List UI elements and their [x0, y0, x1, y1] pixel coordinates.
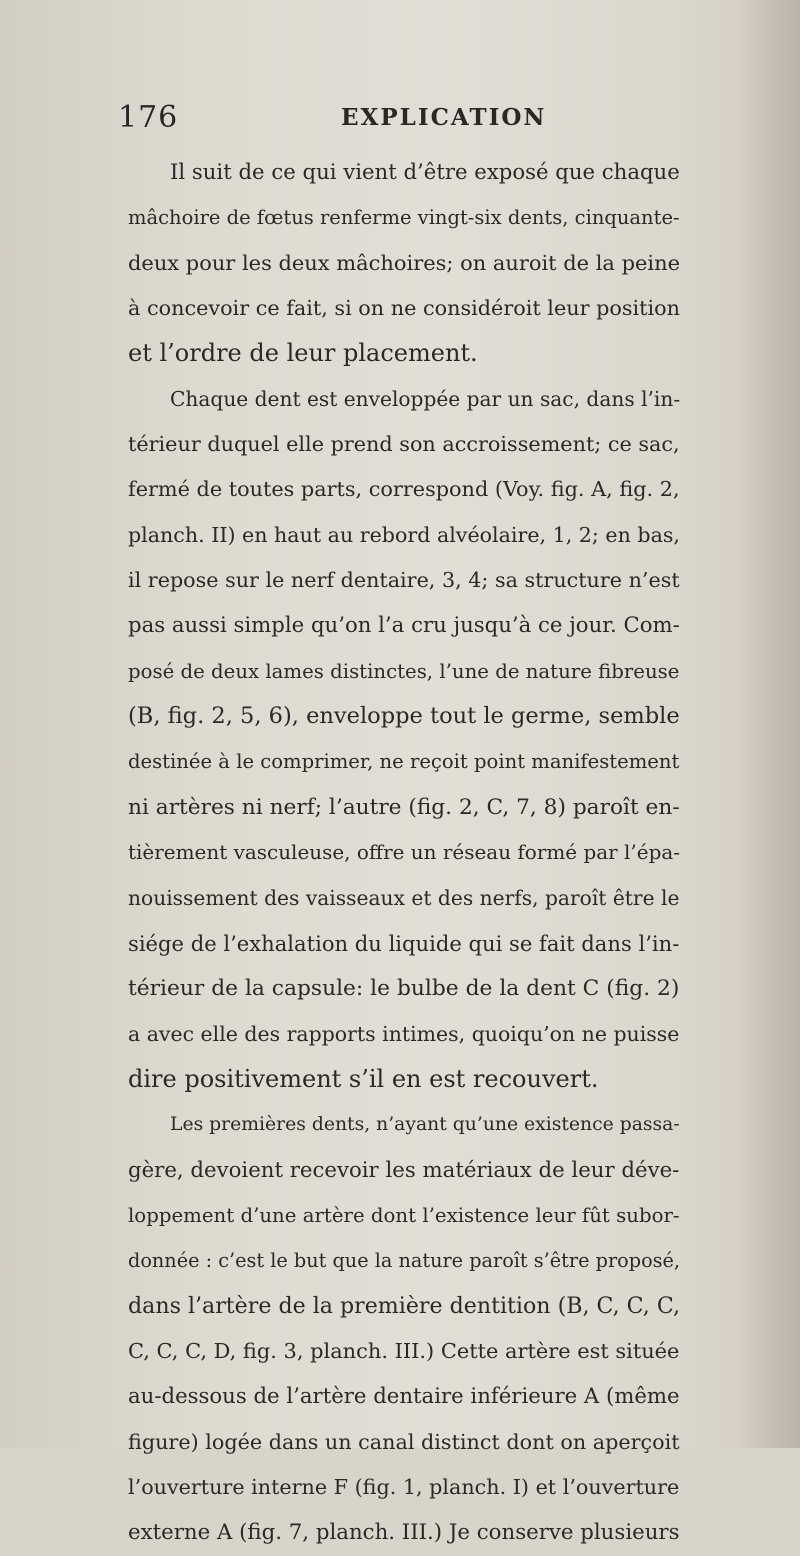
text-line: siége de l’exhalation du liquide qui se fait dans l’in- — [128, 930, 680, 956]
text-line: térieur duquel elle prend son accroissement; ce sac, — [128, 432, 680, 457]
running-title: EXPLICATION — [341, 104, 547, 131]
text-line: (B, fig. 2, 5, 6), enveloppe tout le germe, semble — [128, 703, 680, 730]
text-line: donnée : c’est le but que la nature paroît s’être proposé, — [128, 1249, 681, 1273]
text-line: deux pour les deux mâchoires; on auroit de la peine — [128, 250, 680, 275]
text-line: Les premières dents, n’ayant qu’une existence passa- — [170, 1114, 680, 1136]
text-line: ni artères ni nerf; l’autre (fig. 2, C, 7, 8) paroît en- — [128, 794, 680, 820]
text-line: térieur de la capsule: le bulbe de la dent C (fig. 2) — [128, 976, 680, 1002]
text-line: posé de deux lames distinctes, l’une de nature fibreuse — [128, 659, 680, 683]
text-line: pas aussi simple qu’on l’a cru jusqu’à ce jour. Com- — [128, 613, 680, 639]
text-line: tièrement vasculeuse, offre un réseau formé par l’épa- — [128, 840, 681, 865]
text-line: figure) logée dans un canal distinct dont on aperçoit — [128, 1429, 680, 1454]
page-header — [118, 100, 678, 144]
text-line: et l’ordre de leur placement. — [128, 339, 478, 368]
text-line: a avec elle des rapports intimes, quoiqu’on ne puisse — [128, 1021, 680, 1046]
text-line: Chaque dent est enveloppée par un sac, dans l’in- — [170, 386, 681, 411]
page-number: 176 — [118, 100, 179, 135]
text-line: externe A (fig. 7, planch. III.) Je conserve plusieurs — [128, 1520, 680, 1546]
text-line: mâchoire de fœtus renferme vingt-six dents, cinquante- — [128, 206, 680, 230]
text-line: C, C, C, D, fig. 3, planch. III.) Cette artère est située — [128, 1338, 680, 1363]
text-line: au-dessous de l’artère dentaire inférieure A (même — [128, 1384, 680, 1410]
text-line: nouissement des vaisseaux et des nerfs, paroît être le — [128, 885, 680, 910]
text-line: il repose sur le nerf dentaire, 3, 4; sa structure n’est — [128, 568, 680, 593]
text-line: l’ouverture interne F (fig. 1, planch. I) et l’ouverture — [128, 1474, 680, 1499]
text-line: gère, devoient recevoir les matériaux de leur déve- — [128, 1157, 680, 1183]
text-line: dans l’artère de la première dentition (B, C, C, C, — [128, 1292, 681, 1319]
text-line: loppement d’une artère dont l’existence leur fût subor- — [128, 1203, 680, 1227]
text-line: fermé de toutes parts, correspond (Voy. fig. A, fig. 2, — [128, 477, 680, 502]
text-line: destinée à le comprimer, ne reçoit point manifestement — [128, 750, 680, 774]
body-text — [128, 150, 680, 1556]
text-line: planch. II) en haut au rebord alvéolaire, 1, 2; en bas, — [128, 522, 680, 547]
text-line: Il suit de ce qui vient d’être exposé que chaque — [170, 160, 680, 185]
text-line: dire positivement s’il en est recouvert. — [128, 1064, 599, 1093]
page-edge-shadow — [740, 0, 800, 1448]
text-line: à concevoir ce fait, si on ne considéroit leur position — [128, 296, 680, 321]
